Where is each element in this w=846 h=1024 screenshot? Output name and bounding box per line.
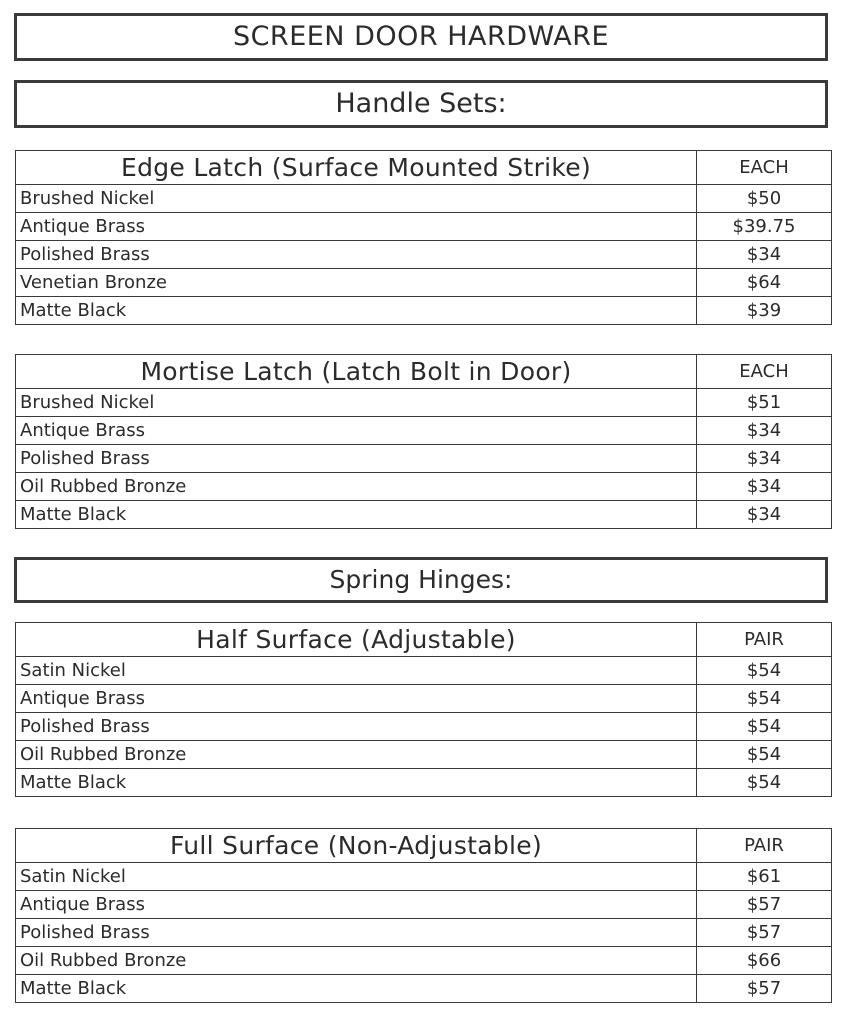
page-title: SCREEN DOOR HARDWARE [14, 13, 828, 61]
finish-name: Matte Black [16, 769, 697, 797]
unit-header: EACH [697, 355, 832, 389]
finish-name: Oil Rubbed Bronze [16, 741, 697, 769]
finish-name: Polished Brass [16, 241, 697, 269]
table-title: Full Surface (Non-Adjustable) [16, 829, 697, 863]
finish-name: Matte Black [16, 975, 697, 1003]
table-row [16, 769, 832, 797]
table-row [16, 473, 832, 501]
finish-name: Oil Rubbed Bronze [16, 947, 697, 975]
price-cell: $34 [697, 445, 832, 473]
table-row [16, 269, 832, 297]
finish-name: Antique Brass [16, 417, 697, 445]
table-title: Half Surface (Adjustable) [16, 623, 697, 657]
table-row [16, 919, 832, 947]
table-row [16, 445, 832, 473]
table-row [16, 975, 832, 1003]
finish-name: Polished Brass [16, 445, 697, 473]
price-cell: $50 [697, 185, 832, 213]
price-cell: $54 [697, 685, 832, 713]
price-cell: $39 [697, 297, 832, 325]
mortise-latch-table [15, 354, 832, 529]
price-cell: $51 [697, 389, 832, 417]
unit-header: PAIR [697, 829, 832, 863]
table-header-row [16, 623, 832, 657]
finish-name: Antique Brass [16, 891, 697, 919]
price-cell: $39.75 [697, 213, 832, 241]
price-cell: $57 [697, 891, 832, 919]
price-cell: $34 [697, 417, 832, 445]
price-cell: $61 [697, 863, 832, 891]
price-cell: $34 [697, 501, 832, 529]
table-row [16, 389, 832, 417]
table-title: Edge Latch (Surface Mounted Strike) [16, 151, 697, 185]
table-title: Mortise Latch (Latch Bolt in Door) [16, 355, 697, 389]
table-row [16, 741, 832, 769]
price-cell: $54 [697, 657, 832, 685]
table-header-row [16, 151, 832, 185]
table-row [16, 947, 832, 975]
table-row [16, 501, 832, 529]
table-row [16, 657, 832, 685]
price-cell: $34 [697, 473, 832, 501]
table-header-row [16, 829, 832, 863]
table-row [16, 417, 832, 445]
table-row [16, 713, 832, 741]
unit-header: EACH [697, 151, 832, 185]
finish-name: Polished Brass [16, 713, 697, 741]
price-cell: $54 [697, 769, 832, 797]
table-row [16, 185, 832, 213]
price-cell: $57 [697, 975, 832, 1003]
full-surface-table [15, 828, 832, 1003]
finish-name: Satin Nickel [16, 657, 697, 685]
finish-name: Antique Brass [16, 213, 697, 241]
price-cell: $54 [697, 741, 832, 769]
table-header-row [16, 355, 832, 389]
finish-name: Venetian Bronze [16, 269, 697, 297]
table-row [16, 685, 832, 713]
finish-name: Antique Brass [16, 685, 697, 713]
price-cell: $54 [697, 713, 832, 741]
finish-name: Satin Nickel [16, 863, 697, 891]
price-cell: $64 [697, 269, 832, 297]
table-row [16, 863, 832, 891]
price-cell: $57 [697, 919, 832, 947]
table-row [16, 891, 832, 919]
finish-name: Matte Black [16, 297, 697, 325]
price-cell: $34 [697, 241, 832, 269]
table-row [16, 241, 832, 269]
finish-name: Matte Black [16, 501, 697, 529]
section-header-handle-sets: Handle Sets: [14, 80, 828, 128]
finish-name: Oil Rubbed Bronze [16, 473, 697, 501]
unit-header: PAIR [697, 623, 832, 657]
finish-name: Polished Brass [16, 919, 697, 947]
price-cell: $66 [697, 947, 832, 975]
half-surface-table [15, 622, 832, 797]
table-row [16, 297, 832, 325]
section-header-spring-hinges: Spring Hinges: [14, 557, 828, 603]
finish-name: Brushed Nickel [16, 389, 697, 417]
edge-latch-table [15, 150, 832, 325]
finish-name: Brushed Nickel [16, 185, 697, 213]
table-row [16, 213, 832, 241]
